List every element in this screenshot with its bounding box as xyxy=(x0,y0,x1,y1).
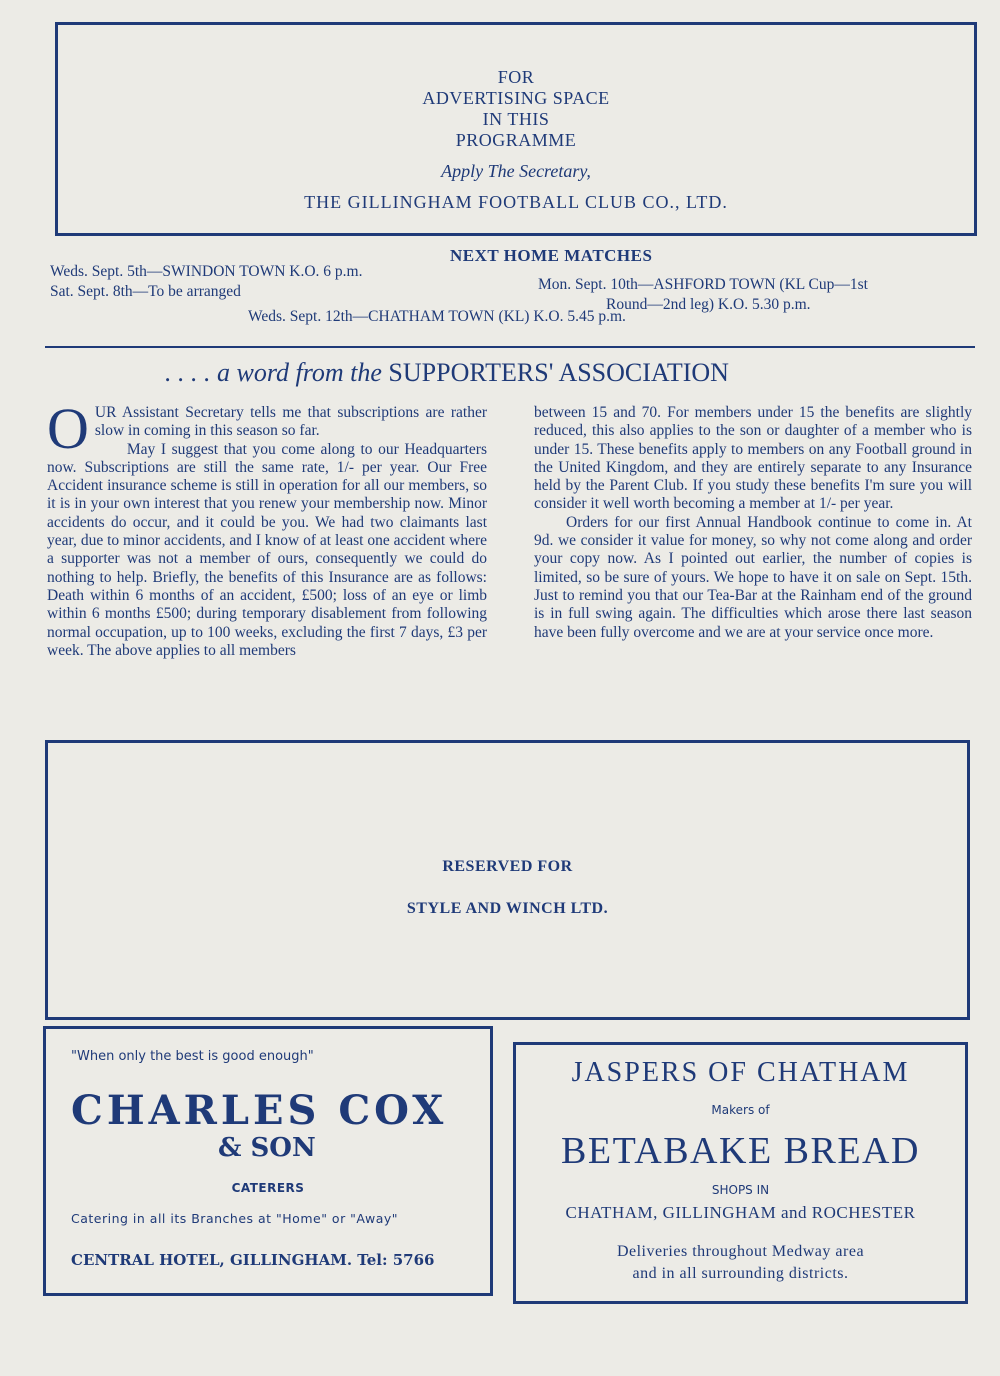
jaspers-advert xyxy=(513,1042,968,1304)
cox-branches: Catering in all its Branches at "Home" or "Away" xyxy=(71,1211,399,1226)
jaspers-name: JASPERS OF CHATHAM xyxy=(571,1057,910,1088)
reserved-for-label: RESERVED FOR xyxy=(442,858,573,875)
match-ashford-line1: Mon. Sept. 10th—ASHFORD TOWN (KL Cup—1st xyxy=(538,276,868,293)
jaspers-towns: CHATHAM, GILLINGHAM and ROCHESTER xyxy=(565,1203,916,1222)
ad-club-name: THE GILLINGHAM FOOTBALL CLUB CO., LTD. xyxy=(304,192,728,212)
reserved-advert-box xyxy=(45,740,970,1020)
cox-caterers: CATERERS xyxy=(231,1181,305,1195)
match-chatham: Weds. Sept. 12th—CHATHAM TOWN (KL) K.O. 5.45 p.m. xyxy=(248,308,626,325)
ad-apply-secretary: Apply The Secretary, xyxy=(441,161,591,181)
supporters-heading-main: SUPPORTERS' ASSOCIATION xyxy=(388,358,729,387)
right-paragraph-2: Orders for our first Annual Handbook continue to come in. At 9d. we consider it value for money, so why not come along and order your copy now. As I pointed out earlier, the number of copies is limited, so be sure of yours. We hope to have it on sale on Sept. 15th. Just to remind you that our Tea-Bar at the Rainham end of the ground is in full swing again. The difficulties which arose there last season have been fully overcome and we are at your service once more. xyxy=(534,513,972,641)
left-paragraph-1: UR Assistant Secretary tells me that subscriptions are rather slow in coming in this season so far. xyxy=(94,404,487,440)
match-swindon: Weds. Sept. 5th—SWINDON TOWN K.O. 6 p.m. xyxy=(50,263,363,280)
right-paragraph-1: between 15 and 70. For members under 15 the benefits are slightly reduced, this also applies to the son or daughter of a member who is under 15. These benefits apply to members on any Football ground in the United Kingdom, and they are entirely separate to any Insurance held by the Parent Club. If you study these benefits I'm sure you will consider it well worth becoming a member at 1/- per year. xyxy=(534,404,972,513)
ad-line-programme: PROGRAMME xyxy=(455,130,577,150)
jaspers-deliveries-1: Deliveries throughout Medway area xyxy=(616,1243,865,1260)
match-sat-sept-8: Sat. Sept. 8th—To be arranged xyxy=(50,283,241,300)
left-paragraph-2: May I suggest that you come along to our Headquarters now. Subscriptions are still the same rate, 1/- per year. Our Free Accident insurance scheme is still in operation for all our members, so it is in your own interest that you renew your membership now. Minor accidents do occur, and it could be you. We had two claimants last year, due to minor accidents, and I know of at least one accident where a supporter was not a member of ours, consequently we could do nothing to help. Briefly, the benefits of this Insurance are as follows: Death within 6 months of an accident, £500; loss of an eye or limb within 6 months £500; during temporary disablement from following normal occupation, up to 100 weeks, excluding the first 7 days, £3 per week. The above applies to all members xyxy=(47,440,487,659)
ad-line-in-this: IN THIS xyxy=(482,109,550,129)
supporters-heading-lead: . . . . a word from the xyxy=(165,358,389,387)
cox-name: CHARLES COX xyxy=(71,1087,448,1134)
jaspers-deliveries-2: and in all surrounding districts. xyxy=(632,1265,849,1282)
jaspers-bread: BETABAKE BREAD xyxy=(561,1130,920,1172)
charles-cox-advert xyxy=(43,1026,493,1296)
next-home-matches xyxy=(50,246,980,336)
supporters-heading xyxy=(165,358,729,388)
cox-son: & SON xyxy=(218,1133,316,1163)
match-ashford-line2: Round—2nd leg) K.O. 5.30 p.m. xyxy=(606,296,811,313)
ad-line-for: FOR xyxy=(497,67,535,87)
supporters-column-left xyxy=(47,396,487,660)
supporters-column-right xyxy=(534,404,972,642)
jaspers-makers: Makers of xyxy=(711,1103,770,1117)
drop-cap: O xyxy=(47,396,89,461)
reserved-company: STYLE AND WINCH LTD. xyxy=(406,900,609,917)
ad-line-advertising-space: ADVERTISING SPACE xyxy=(422,88,610,108)
matches-heading: NEXT HOME MATCHES xyxy=(450,246,653,265)
cox-hotel: CENTRAL HOTEL, GILLINGHAM. Tel: 5766 xyxy=(71,1251,435,1269)
divider-rule xyxy=(45,346,975,348)
advertising-space-box xyxy=(55,22,977,236)
jaspers-shops: SHOPS IN xyxy=(711,1183,770,1197)
cox-quote: "When only the best is good enough" xyxy=(71,1049,314,1064)
